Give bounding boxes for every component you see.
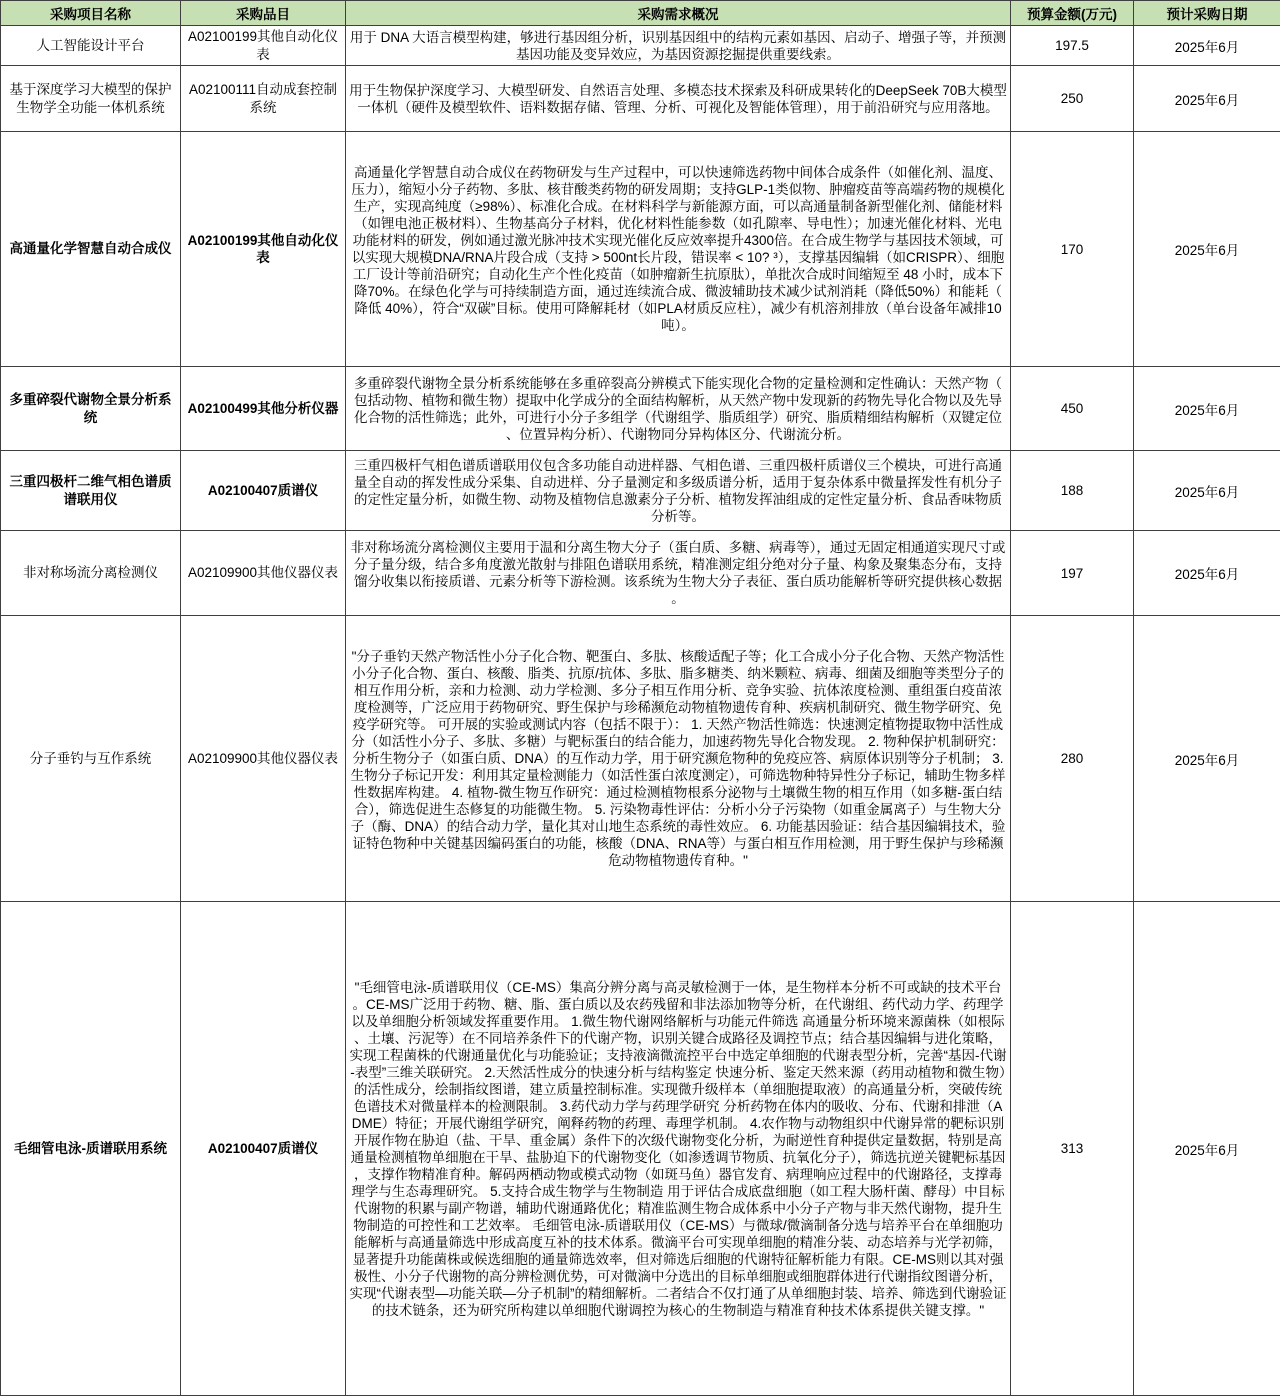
budget-cell: 188 — [1011, 451, 1134, 531]
project-name-cell: 非对称场流分离检测仪 — [1, 531, 181, 616]
budget-cell: 197.5 — [1011, 26, 1134, 66]
table-row — [1, 531, 1280, 616]
item-code-cell: A02100407质谱仪 — [181, 902, 346, 1396]
col-header-budget: 预算金额(万元) — [1011, 1, 1134, 26]
project-name-cell: 基于深度学习大模型的保护生物学全功能一体机系统 — [1, 66, 181, 132]
requirement-cell: 高通量化学智慧自动合成仪在药物研发与生产过程中，可以快速筛选药物中间体合成条件（如催化剂、温度、压力），缩短小分子药物、多肽、核苷酸类药物的研发周期；支持GLP-1类似物、肿瘤疫苗等高端药物的规模化生产，实现高纯度（≥98%）、标准化合成。在材料科学与新能源方面，可以高通量制备新型催化剂、储能材料（如锂电池正极材料）、生物基高分子材料，优化材料性能参数（如孔隙率、导电性）；加速光催化材料、光电功能材料的研发，例如通过激光脉冲技术实现光催化反应效率提升4300倍。在合成生物学与基因技术领域，可以实现大规模DNA/RNA片段合成（支持 > 500nt长片段，错误率 < 10? ³），支撑基因编辑（如CRISPR）、细胞工厂设计等前沿研究；自动化生产个性化疫苗（如肿瘤新生抗原肽），单批次合成时间缩短至 48 小时，成本下降70%。在绿色化学与可持续制造方面，通过连续流合成、微波辅助技术减少试剂消耗（降低50%）和能耗（降低 40%），符合“双碳”目标。使用可降解耗材（如PLA材质反应柱），减少有机溶剂排放（单台设备年减排10吨）。 — [346, 132, 1011, 367]
date-cell: 2025年6月 — [1134, 26, 1280, 66]
item-code-cell: A02109900其他仪器仪表 — [181, 531, 346, 616]
item-code-cell: A02100499其他分析仪器 — [181, 367, 346, 451]
col-header-date: 预计采购日期 — [1134, 1, 1280, 26]
requirement-cell: 三重四极杆气相色谱质谱联用仪包含多功能自动进样器、气相色谱、三重四极杆质谱仪三个模块，可进行高通量全自动的挥发性成分采集、自动进样、分子量测定和多级质谱分析，适用于复杂体系中微量挥发性有机分子的定性定量分析，如微生物、动物及植物信息激素分子分析、植物发挥油组成的定性定量分析、食品香味物质分析等。 — [346, 451, 1011, 531]
project-name-cell: 多重碎裂代谢物全景分析系统 — [1, 367, 181, 451]
date-cell: 2025年6月 — [1134, 367, 1280, 451]
date-cell: 2025年6月 — [1134, 616, 1280, 902]
table-row — [1, 66, 1280, 132]
table-row — [1, 451, 1280, 531]
item-code-cell: A02100199其他自动化仪表 — [181, 132, 346, 367]
budget-cell: 450 — [1011, 367, 1134, 451]
table-row — [1, 902, 1280, 1396]
budget-cell: 250 — [1011, 66, 1134, 132]
requirement-cell: "毛细管电泳-质谱联用仪（CE-MS）集高分辨分离与高灵敏检测于一体，是生物样本分析不可或缺的技术平台。CE-MS广泛用于药物、糖、脂、蛋白质以及农药残留和非法添加物等分析，在代谢组、药代动力学、药理学以及单细胞分析领域发挥重要作用。 1.微生物代谢网络解析与功能元件筛选 高通量分析环境来源菌株（如根际、土壤、污泥等）在不同培养条件下的代谢产物，识别关键合成路径及调控节点；结合基因编辑与进化策略，实现工程菌株的代谢通量优化与功能验证；支持液滴微流控平台中选定单细胞的代谢表型分析，完善“基因-代谢-表型”三维关联研究。 2.天然活性成分的快速分析与结构鉴定 快速分析、鉴定天然来源（药用动植物和微生物）的活性成分，绘制指纹图谱，建立质量控制标准。实现微升级样本（单细胞提取液）的高通量分析，突破传统色谱技术对微量样本的检测限制。 3.药代动力学与药理学研究 分析药物在体内的吸收、分布、代谢和排泄（ADME）特征；开展代谢组学研究，阐释药物的药理、毒理学机制。 4.农作物与动物组织中代谢异常的靶标识别 开展作物在胁迫（盐、干旱、重金属）条件下的次级代谢物变化分析，为耐逆性育种提供定量数据，特别是高通量检测植物单细胞在干旱、盐胁迫下的代谢物变化（如渗透调节物质、抗氧化分子），筛选抗逆关键靶标基因，支撑作物精准育种。解码两栖动物或模式动物（如斑马鱼）器官发育、病理响应过程中的代谢路径，支撑毒理学与生态毒理研究。 5.支持合成生物学与生物制造 用于评估合成底盘细胞（如工程大肠杆菌、酵母）中目标代谢物的积累与副产物谱，辅助代谢通路优化；精准监测生物合成体系中小分子产物与非天然代谢物，提升生物制造的可控性和工艺效率。 毛细管电泳-质谱联用仪（CE-MS）与微球/微滴制备分选与培养平台在单细胞功能解析与高通量筛选中形成高度互补的技术体系。微滴平台可实现单细胞的精准分装、动态培养与光学初筛，显著提升功能菌株或候选细胞的通量筛选效率，但对筛选后细胞的代谢特征解析能力有限。CE-MS则以其对强极性、小分子代谢物的高分辨检测优势，可对微滴中分选出的目标单细胞或细胞群体进行代谢指纹图谱分析，实现“代谢表型—功能关联—分子机制”的精细解析。二者结合不仅打通了从单细胞封装、培养、筛选到代谢验证的技术链条，还为研究所构建以单细胞代谢调控为核心的生物制造与精准育种技术体系提供关键支撑。" — [346, 902, 1011, 1396]
requirement-cell: 多重碎裂代谢物全景分析系统能够在多重碎裂高分辨模式下能实现化合物的定量检测和定性确认：天然产物（包括动物、植物和微生物）提取中化学成分的全面结构解析，从天然产物中发现新的药物先导化合物以及先导化合物的活性筛选；此外，可进行小分子多组学（代谢组学、脂质组学）研究、脂质精细结构解析（双键定位、位置异构分析）、代谢物同分异构体区分、代谢流分析。 — [346, 367, 1011, 451]
table-row — [1, 367, 1280, 451]
date-cell: 2025年6月 — [1134, 902, 1280, 1396]
budget-cell: 280 — [1011, 616, 1134, 902]
budget-cell: 197 — [1011, 531, 1134, 616]
item-code-cell: A02100111自动成套控制系统 — [181, 66, 346, 132]
date-cell: 2025年6月 — [1134, 66, 1280, 132]
date-cell: 2025年6月 — [1134, 531, 1280, 616]
col-header-requirement: 采购需求概况 — [346, 1, 1011, 26]
col-header-project-name: 采购项目名称 — [1, 1, 181, 26]
date-cell: 2025年6月 — [1134, 132, 1280, 367]
item-code-cell: A02100407质谱仪 — [181, 451, 346, 531]
requirement-cell: "分子垂钓天然产物活性小分子化合物、靶蛋白、多肽、核酸适配子等；化工合成小分子化合物、天然产物活性小分子化合物、蛋白、核酸、脂类、抗原/抗体、多肽、脂多糖类、纳米颗粒、病毒、细菌及细胞等类型分子的相互作用分析，亲和力检测、动力学检测、多分子相互作用分析、竞争实验、抗体浓度检测、重组蛋白疫苗浓度检测等，广泛应用于药物研究、野生保护与珍稀濒危动物植物遗传育种、疾病机制研究、微生物学研究、免疫学研究等。 可开展的实验或测试内容（包括不限于）： 1. 天然产物活性筛选：快速测定植物提取物中活性成分（如活性小分子、多肽、多糖）与靶标蛋白的结合能力，加速药物先导化合物发现。 2. 物种保护机制研究：分析生物分子（如蛋白质、DNA）的互作动力学，用于研究濒危物种的免疫应答、病原体识别等分子机制； 3. 生物分子标记开发：利用其定量检测能力（如活性蛋白浓度测定），可筛选物种特异性分子标记，辅助生物多样性数据库构建。 4. 植物-微生物互作研究：通过检测植物根系分泌物与土壤微生物的相互作用（如多糖-蛋白结合），筛选促进生态修复的功能微生物。 5. 污染物毒性评估：分析小分子污染物（如重金属离子）与生物大分子（酶、DNA）的结合动力学，量化其对山地生态系统的毒性效应。 6. 功能基因验证：结合基因编辑技术，验证特色物种中关键基因编码蛋白的功能，核酸（DNA、RNA等）与蛋白相互作用检测，用于野生保护与珍稀濒危动物植物遗传育种。" — [346, 616, 1011, 902]
project-name-cell: 高通量化学智慧自动合成仪 — [1, 132, 181, 367]
table-row — [1, 26, 1280, 66]
requirement-cell: 用于生物保护深度学习、大模型研发、自然语言处理、多模态技术探索及科研成果转化的DeepSeek 70B大模型一体机（硬件及模型软件、语料数据存储、管理、分析、可视化及智能体管理），用于前沿研究与应用落地。 — [346, 66, 1011, 132]
table-row — [1, 132, 1280, 367]
requirement-cell: 用于 DNA 大语言模型构建，够进行基因组分析，识别基因组中的结构元素如基因、启动子、增强子等，并预测基因功能及变异效应，为基因资源挖掘提供重要线索。 — [346, 26, 1011, 66]
project-name-cell: 分子垂钓与互作系统 — [1, 616, 181, 902]
requirement-cell: 非对称场流分离检测仪主要用于温和分离生物大分子（蛋白质、多糖、病毒等），通过无固定相通道实现尺寸或分子量分级，结合多角度激光散射与排阻色谱联用系统，精准测定组分绝对分子量、构象及聚集态分布，支持馏分收集以衔接质谱、元素分析等下游检测。该系统为生物大分子表征、蛋白质功能解析等研究提供核心数据。 — [346, 531, 1011, 616]
budget-cell: 170 — [1011, 132, 1134, 367]
project-name-cell: 三重四极杆二维气相色谱质谱联用仪 — [1, 451, 181, 531]
col-header-item: 采购品目 — [181, 1, 346, 26]
item-code-cell: A02109900其他仪器仪表 — [181, 616, 346, 902]
budget-cell: 313 — [1011, 902, 1134, 1396]
table-row — [1, 616, 1280, 902]
project-name-cell: 人工智能设计平台 — [1, 26, 181, 66]
date-cell: 2025年6月 — [1134, 451, 1280, 531]
item-code-cell: A02100199其他自动化仪表 — [181, 26, 346, 66]
header-row — [1, 1, 1280, 26]
project-name-cell: 毛细管电泳-质谱联用系统 — [1, 902, 181, 1396]
